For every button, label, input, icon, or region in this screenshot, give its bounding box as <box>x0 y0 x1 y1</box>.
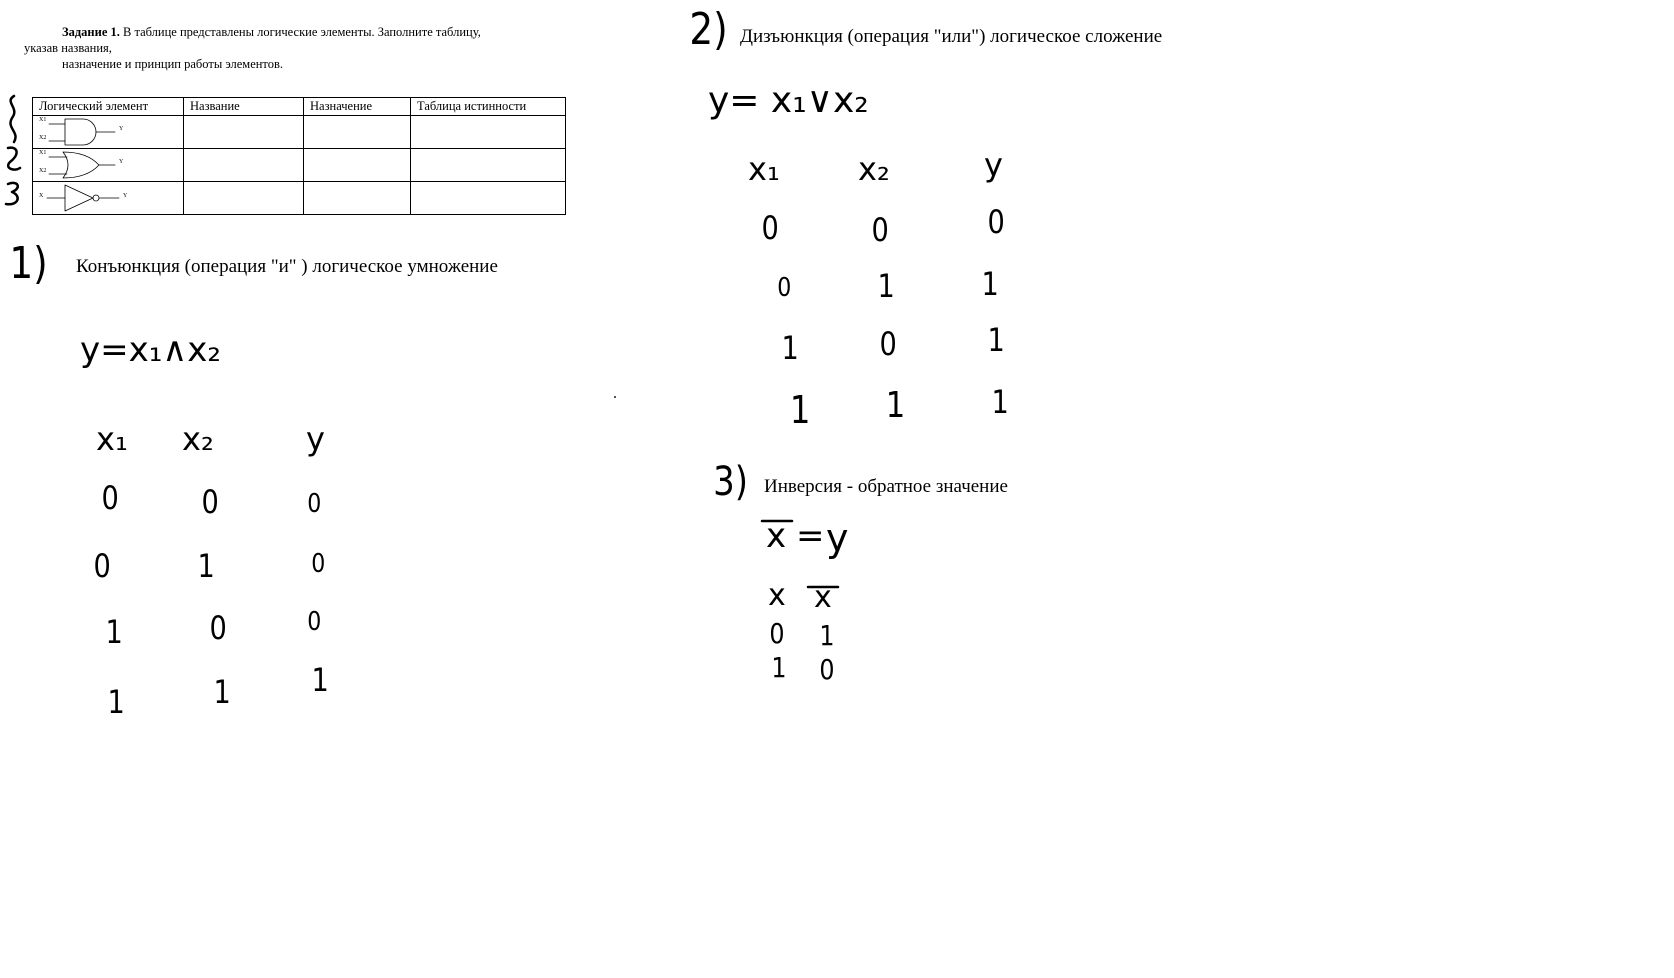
and-gate-icon <box>33 116 133 149</box>
section-1-number: 1) <box>9 238 48 289</box>
conj-cell: 0 <box>201 483 219 521</box>
and-truth-cell[interactable] <box>411 116 566 149</box>
disj-cell: 1 <box>877 267 895 305</box>
conj-cell: 0 <box>93 547 111 585</box>
and-gate-cell <box>33 116 184 149</box>
disj-header-x2: x₂ <box>858 150 890 188</box>
section-3-number: 3) <box>713 459 748 505</box>
row-marker-brace <box>0 92 32 222</box>
disj-cell: 0 <box>987 203 1005 241</box>
disj-cell: 1 <box>991 383 1009 421</box>
and-gate-input-label: X2 <box>39 135 47 141</box>
conj-cell: 1 <box>213 673 231 711</box>
header-purpose: Назначение <box>304 98 411 116</box>
inv-cell: 0 <box>819 653 835 686</box>
disj-cell: 1 <box>981 265 999 303</box>
inv-header-x: x <box>768 578 786 613</box>
disj-cell: 1 <box>781 329 799 367</box>
not-truth-cell[interactable] <box>411 182 566 215</box>
and-gate-output-label: Y <box>119 126 124 132</box>
header-logic-element: Логический элемент <box>33 98 184 116</box>
conj-cell: 0 <box>307 489 322 519</box>
stray-dot <box>614 396 616 398</box>
or-gate-input-label: X2 <box>39 168 47 174</box>
conj-header-x2: x₂ <box>182 420 214 458</box>
task-label: Задание 1. <box>62 25 120 39</box>
not-name-cell[interactable] <box>184 182 304 215</box>
section-2-number: 2) <box>689 4 728 55</box>
disj-cell: 0 <box>879 325 897 363</box>
disj-cell: 1 <box>885 385 906 426</box>
disj-cell: 0 <box>761 209 779 247</box>
conj-cell: 1 <box>311 661 329 699</box>
conj-cell: 0 <box>307 607 322 637</box>
inversion-formula-rhs: y <box>826 516 849 560</box>
and-purpose-cell[interactable] <box>304 116 411 149</box>
task-line-3: назначение и принцип работы элементов. <box>62 57 284 71</box>
conjunction-formula: y=x₁∧x₂ <box>80 330 221 370</box>
disjunction-title: Дизъюнкция (операция "или") логическое сложение <box>740 26 1163 47</box>
conjunction-title: Конъюнкция (операция "и" ) логическое умножение <box>76 256 498 277</box>
and-name-cell[interactable] <box>184 116 304 149</box>
conj-cell: 0 <box>101 479 119 517</box>
or-name-cell[interactable] <box>184 149 304 182</box>
not-gate-cell <box>33 182 184 215</box>
conj-cell: 0 <box>311 549 326 579</box>
disjunction-formula: y= x₁∨x₂ <box>708 80 869 121</box>
disj-header-y: y <box>984 146 1003 184</box>
conj-header-x1: x₁ <box>96 420 128 458</box>
conj-header-y: y <box>306 420 325 458</box>
inversion-formula-eq: = <box>796 516 825 556</box>
disj-cell: 1 <box>987 321 1005 359</box>
header-name: Название <box>184 98 304 116</box>
conj-cell: 1 <box>107 683 125 721</box>
disj-cell: 0 <box>871 211 889 249</box>
or-purpose-cell[interactable] <box>304 149 411 182</box>
conj-cell: 1 <box>197 547 215 585</box>
or-gate-cell <box>33 149 184 182</box>
inv-header-not-x: x <box>814 580 832 615</box>
or-gate-input-label: X1 <box>39 150 47 156</box>
inv-cell: 1 <box>771 651 787 684</box>
conj-cell: 0 <box>209 609 227 647</box>
and-gate-input-label: X1 <box>39 117 47 123</box>
disj-header-x1: x₁ <box>748 150 780 188</box>
task-line-1: В таблице представлены логические элементы. Заполните таблицу, <box>119 25 481 39</box>
logic-elements-table <box>32 97 566 215</box>
inversion-title: Инверсия - обратное значение <box>764 476 1008 497</box>
conj-cell: 1 <box>105 613 123 651</box>
not-gate-output-label: Y <box>123 193 128 199</box>
task-line-2: указав названия, <box>24 41 112 55</box>
not-purpose-cell[interactable] <box>304 182 411 215</box>
inversion-formula-lhs: x <box>766 516 787 556</box>
table-row <box>33 182 566 215</box>
or-truth-cell[interactable] <box>411 149 566 182</box>
disj-cell: 1 <box>789 388 811 432</box>
not-gate-icon <box>33 182 133 215</box>
task-statement <box>24 24 584 72</box>
disj-cell: 0 <box>777 273 792 303</box>
or-gate-output-label: Y <box>119 159 124 165</box>
table-header-row <box>33 98 566 116</box>
inv-cell: 1 <box>819 619 835 652</box>
inv-cell: 0 <box>769 617 785 650</box>
table-row <box>33 149 566 182</box>
not-gate-input-label: X <box>39 193 44 199</box>
or-gate-icon <box>33 149 133 182</box>
header-truth-table: Таблица истинности <box>411 98 566 116</box>
table-row <box>33 116 566 149</box>
